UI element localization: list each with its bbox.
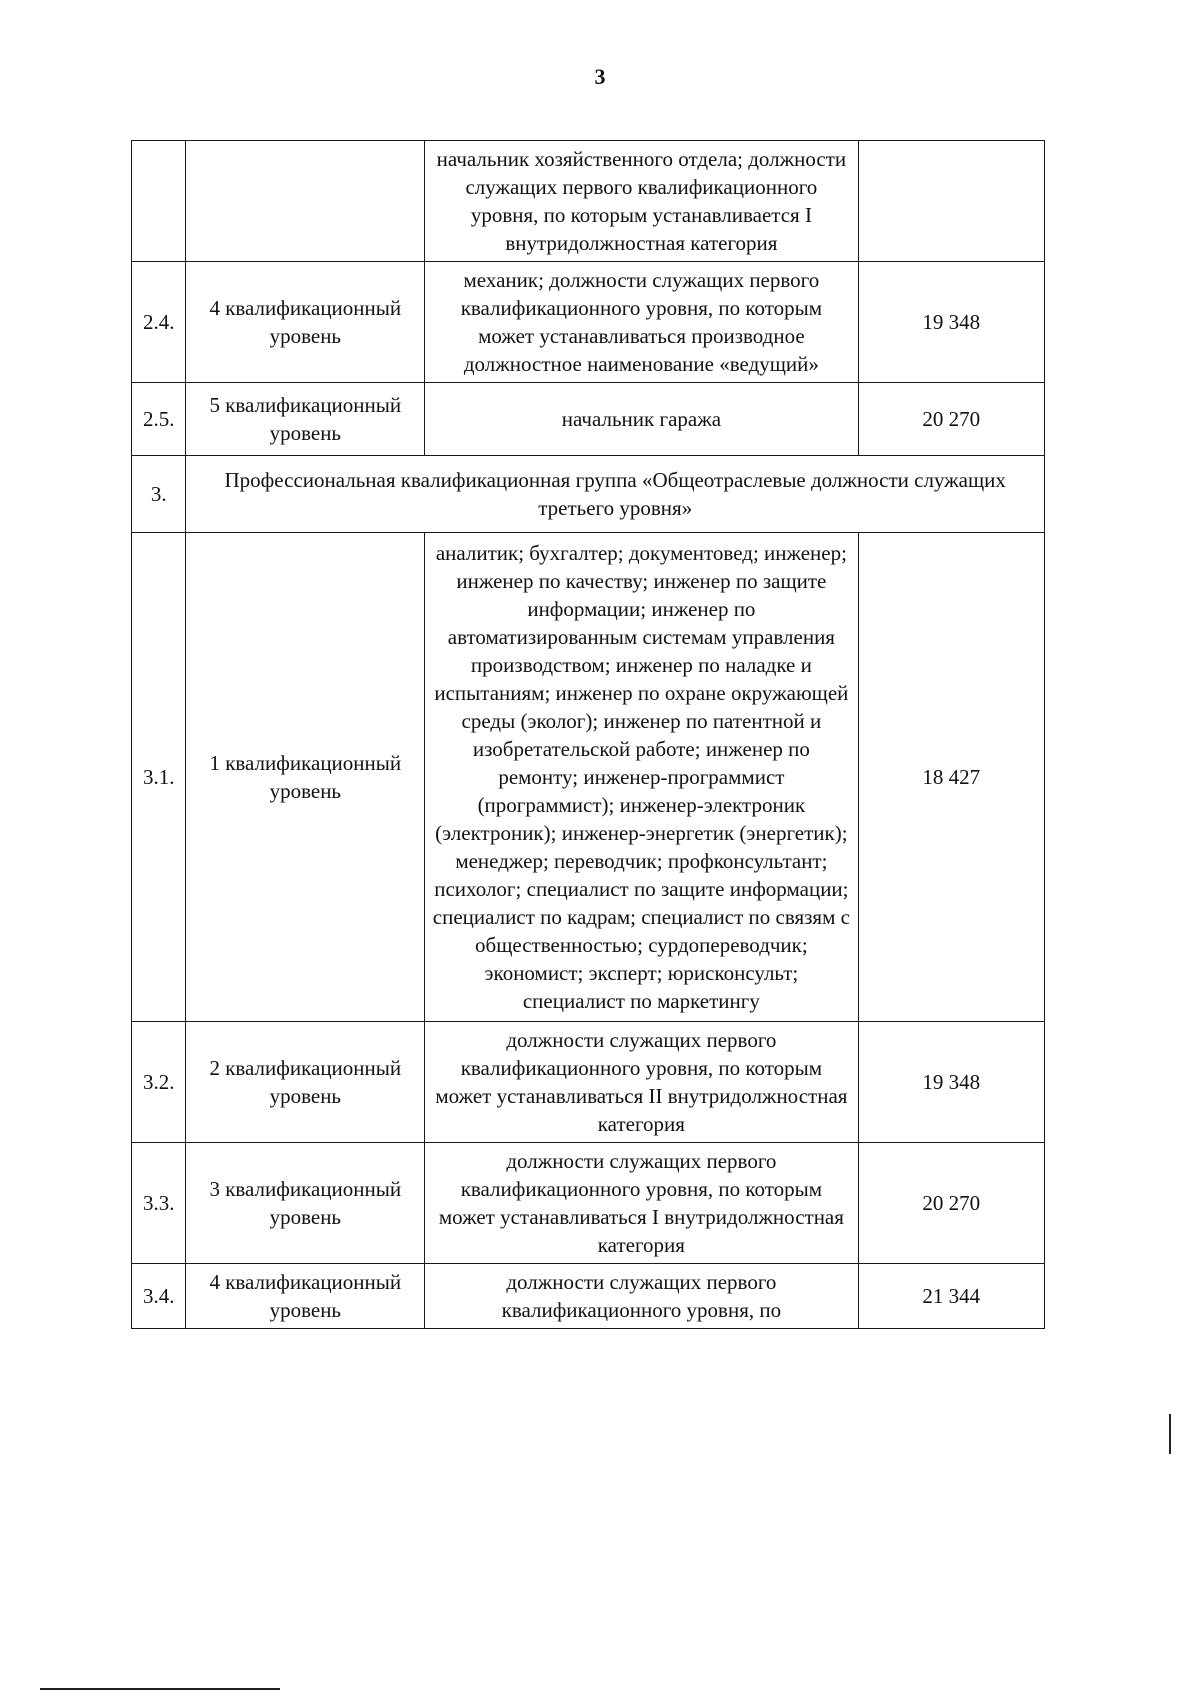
row-number: 2.4.: [132, 262, 186, 383]
group-header-row: [132, 456, 1045, 533]
footer-rule: [40, 1688, 280, 1690]
group-title: Профессиональная квалификационная группа «Общеотраслевые должности служащих третьего уровня»: [186, 456, 1045, 533]
salary-value: 20 270: [858, 383, 1044, 456]
scan-mark: [1169, 1414, 1171, 1454]
positions-list: механик; должности служащих первого квалификационного уровня, по которым может устанавливаться производное должностное наименование «ведущий»: [425, 262, 858, 383]
row-number: 2.5.: [132, 383, 186, 456]
qualification-level: 2 квалификационный уровень: [186, 1022, 425, 1143]
positions-list: должности служащих первого квалификационного уровня, по которым может устанавливаться I внутридолжностная категория: [425, 1143, 858, 1264]
table-row: [132, 383, 1045, 456]
qualification-level: 4 квалификационный уровень: [186, 1264, 425, 1329]
row-number: 3.1.: [132, 533, 186, 1022]
positions-list: должности служащих первого квалификационного уровня, по: [425, 1264, 858, 1329]
salary-value: 20 270: [858, 1143, 1044, 1264]
page-number: 3: [594, 64, 606, 89]
row-number: 3.3.: [132, 1143, 186, 1264]
qualification-level: 1 квалификационный уровень: [186, 533, 425, 1022]
salary-value: 19 348: [858, 262, 1044, 383]
row-number: 3.4.: [132, 1264, 186, 1329]
positions-list: должности служащих первого квалификационного уровня, по которым может устанавливаться II внутридолжностная категория: [425, 1022, 858, 1143]
table-row: [132, 262, 1045, 383]
qualification-level: 3 квалификационный уровень: [186, 1143, 425, 1264]
table-row: [132, 533, 1045, 1022]
table-row: [132, 141, 1045, 262]
table-row: [132, 1264, 1045, 1329]
qualification-level: [186, 141, 425, 262]
positions-list: аналитик; бухгалтер; документовед; инженер; инженер по качеству; инженер по защите информации; инженер по автоматизированным системам управления производством; инженер по наладке и испытаниям; инженер по охране окружающей среды (эколог); инженер по патентной и изобретательской работе; инженер по ремонту; инженер-программист (программист); инженер-электроник (электроник); инженер-энергетик (энергетик); менеджер; переводчик; профконсультант; психолог; специалист по защите информации; специалист по кадрам; специалист по связям с общественностью; сурдопереводчик; экономист; эксперт; юрисконсульт; специалист по маркетингу: [425, 533, 858, 1022]
salary-value: 19 348: [858, 1022, 1044, 1143]
salary-value: 21 344: [858, 1264, 1044, 1329]
qualification-table: [131, 140, 1045, 1329]
positions-list: начальник хозяйственного отдела; должности служащих первого квалификационного уровня, по которым устанавливается I внутридолжностная категория: [425, 141, 858, 262]
table-row: [132, 1022, 1045, 1143]
table-row: [132, 1143, 1045, 1264]
row-number: [132, 141, 186, 262]
qualification-level: 5 квалификационный уровень: [186, 383, 425, 456]
salary-value: 18 427: [858, 533, 1044, 1022]
qualification-level: 4 квалификационный уровень: [186, 262, 425, 383]
salary-value: [858, 141, 1044, 262]
row-number: 3.2.: [132, 1022, 186, 1143]
row-number: 3.: [132, 456, 186, 533]
positions-list: начальник гаража: [425, 383, 858, 456]
